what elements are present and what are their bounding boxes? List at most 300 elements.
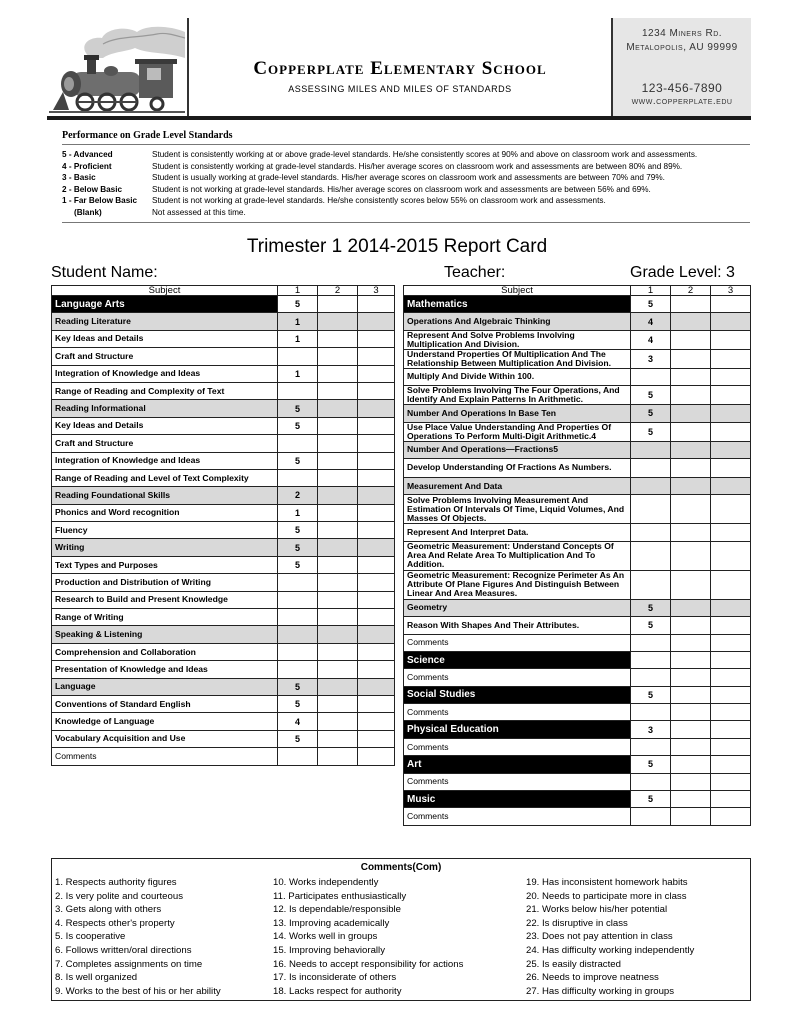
grade-level-label: Grade Level: 3 bbox=[630, 264, 735, 281]
trimester-3-grade-cell[interactable] bbox=[358, 591, 395, 608]
subject-cell: Solve Problems Involving Measurement And Estimation Of Intervals Of Time, Liquid Volumes, And Masses Of Objects. bbox=[404, 495, 631, 524]
comment-option: 18. Lacks respect for authority bbox=[273, 985, 402, 997]
table-row bbox=[404, 441, 751, 458]
performance-level-name: 4 - Proficient bbox=[62, 161, 112, 171]
subject-cell: Science bbox=[404, 651, 631, 668]
trimester-2-header: 2 bbox=[318, 286, 358, 296]
comment-option: 17. Is inconsiderate of others bbox=[273, 972, 397, 984]
comment-option: 1. Respects authority figures bbox=[55, 877, 177, 888]
subject-cell: Reading Informational bbox=[52, 400, 278, 417]
trimester-2-grade-cell[interactable] bbox=[671, 721, 711, 738]
subject-cell: Language bbox=[52, 678, 278, 695]
trimester-2-grade-cell[interactable] bbox=[671, 477, 711, 494]
subject-cell: Develop Understanding Of Fractions As Numbers. bbox=[404, 458, 631, 477]
trimester-3-grade-cell[interactable] bbox=[711, 313, 751, 330]
performance-level-description: Student is not working at grade-level standards. His/her average scores on classroom work and assessments are between 56% and 69%. bbox=[152, 184, 651, 194]
trimester-3-grade-cell[interactable] bbox=[711, 477, 751, 494]
comments-cell[interactable]: Comments bbox=[404, 669, 631, 686]
trimester-2-grade-cell[interactable] bbox=[671, 617, 711, 634]
table-row bbox=[52, 348, 395, 365]
subject-cell: Integration of Knowledge and Ideas bbox=[52, 452, 278, 469]
trimester-2-grade-cell[interactable] bbox=[318, 504, 358, 521]
comment-option: 2. Is very polite and courteous bbox=[55, 890, 183, 902]
trimester-2-grade-cell[interactable] bbox=[671, 634, 711, 651]
trimester-1-grade-cell[interactable] bbox=[631, 458, 671, 477]
subject-cell: Language Arts bbox=[52, 296, 278, 313]
subject-cell: Range of Writing bbox=[52, 609, 278, 626]
trimester-1-grade-cell[interactable] bbox=[631, 495, 671, 524]
trimester-2-grade-cell[interactable] bbox=[671, 756, 711, 773]
trimester-3-grade-cell[interactable] bbox=[358, 539, 395, 556]
trimester-2-grade-cell[interactable] bbox=[671, 541, 711, 570]
trimester-1-grade-cell[interactable] bbox=[631, 738, 671, 755]
trimester-1-grade-cell[interactable]: 1 bbox=[278, 504, 318, 521]
trimester-2-grade-cell[interactable] bbox=[318, 382, 358, 399]
trimester-2-grade-cell[interactable] bbox=[318, 609, 358, 626]
comment-option: 22. Is disruptive in class bbox=[526, 917, 628, 929]
trimester-1-grade-cell[interactable]: 5 bbox=[631, 422, 671, 441]
trimester-2-grade-cell[interactable] bbox=[318, 574, 358, 591]
trimester-1-grade-cell[interactable]: 4 bbox=[278, 713, 318, 730]
trimester-1-grade-cell[interactable] bbox=[278, 348, 318, 365]
table-row bbox=[404, 791, 751, 808]
subject-cell: Geometric Measurement: Recognize Perimeter As An Attribute Of Plane Figures And Distinguish Between Linear And Area Measures. bbox=[404, 570, 631, 599]
school-tagline: ASSESSING MILES AND MILES OF STANDARDS bbox=[288, 84, 512, 94]
trimester-3-grade-cell[interactable] bbox=[358, 504, 395, 521]
trimester-1-grade-cell[interactable] bbox=[278, 574, 318, 591]
trimester-3-grade-cell[interactable] bbox=[711, 458, 751, 477]
trimester-2-grade-cell[interactable] bbox=[671, 570, 711, 599]
comment-option: 19. Has inconsistent homework habits bbox=[526, 877, 688, 888]
table-row bbox=[404, 458, 751, 477]
table-row bbox=[52, 643, 395, 660]
trimester-2-grade-cell[interactable] bbox=[671, 441, 711, 458]
table-row bbox=[404, 808, 751, 825]
trimester-1-grade-cell[interactable]: 5 bbox=[278, 695, 318, 712]
table-row bbox=[52, 313, 395, 330]
trimester-1-grade-cell[interactable]: 1 bbox=[278, 365, 318, 382]
trimester-2-grade-cell[interactable] bbox=[671, 330, 711, 349]
trimester-3-grade-cell[interactable] bbox=[358, 452, 395, 469]
trimester-1-grade-cell[interactable]: 5 bbox=[631, 386, 671, 405]
subject-cell: Conventions of Standard English bbox=[52, 695, 278, 712]
trimester-3-grade-cell[interactable] bbox=[358, 522, 395, 539]
trimester-3-grade-cell[interactable] bbox=[711, 296, 751, 313]
trimester-3-grade-cell[interactable] bbox=[358, 330, 395, 347]
comment-option: 15. Improving behaviorally bbox=[273, 944, 385, 956]
table-row bbox=[52, 609, 395, 626]
table-row bbox=[404, 422, 751, 441]
trimester-3-grade-cell[interactable] bbox=[711, 330, 751, 349]
subject-cell: Range of Reading and Complexity of Text bbox=[52, 382, 278, 399]
trimester-3-grade-cell[interactable] bbox=[358, 713, 395, 730]
subject-cell: Key Ideas and Details bbox=[52, 330, 278, 347]
school-header bbox=[47, 18, 751, 120]
comment-option: 25. Is easily distracted bbox=[526, 958, 621, 970]
trimester-3-grade-cell[interactable] bbox=[358, 348, 395, 365]
trimester-3-grade-cell[interactable] bbox=[711, 541, 751, 570]
trimester-1-grade-cell[interactable]: 3 bbox=[631, 349, 671, 368]
trimester-3-grade-cell[interactable] bbox=[711, 570, 751, 599]
address-line2: Metalopolis, AU 99999 bbox=[626, 42, 738, 53]
trimester-1-grade-cell[interactable] bbox=[278, 609, 318, 626]
table-row bbox=[404, 773, 751, 790]
table-row bbox=[52, 382, 395, 399]
trimester-1-grade-cell[interactable] bbox=[631, 368, 671, 385]
table-row bbox=[52, 730, 395, 747]
trimester-2-grade-cell[interactable] bbox=[318, 365, 358, 382]
comment-option: 23. Does not pay attention in class bbox=[526, 931, 673, 943]
trimester-3-grade-cell[interactable] bbox=[711, 721, 751, 738]
trimester-2-grade-cell[interactable] bbox=[318, 417, 358, 434]
subject-cell: Vocabulary Acquisition and Use bbox=[52, 730, 278, 747]
performance-level-description: Student is not working at grade-level standards. He/she consistently scores below 55% on classroom work and assessments. bbox=[152, 196, 606, 206]
trimester-1-grade-cell[interactable] bbox=[631, 704, 671, 721]
trimester-3-grade-cell[interactable] bbox=[358, 661, 395, 678]
table-row bbox=[52, 713, 395, 730]
trimester-2-grade-cell[interactable] bbox=[671, 686, 711, 703]
trimester-1-grade-cell[interactable]: 5 bbox=[631, 686, 671, 703]
table-row bbox=[52, 487, 395, 504]
trimester-1-grade-cell[interactable]: 5 bbox=[631, 296, 671, 313]
comment-option: 13. Improving academically bbox=[273, 917, 390, 929]
trimester-3-grade-cell[interactable] bbox=[358, 417, 395, 434]
trimester-3-grade-cell[interactable] bbox=[358, 487, 395, 504]
comments-cell[interactable]: Comments bbox=[404, 634, 631, 651]
trimester-3-grade-cell[interactable] bbox=[711, 349, 751, 368]
trimester-3-grade-cell[interactable] bbox=[358, 609, 395, 626]
trimester-2-grade-cell[interactable] bbox=[671, 313, 711, 330]
subject-cell: Writing bbox=[52, 539, 278, 556]
trimester-1-grade-cell[interactable]: 5 bbox=[278, 452, 318, 469]
comment-option: 16. Needs to accept responsibility for actions bbox=[273, 958, 464, 970]
trimester-3-grade-cell[interactable] bbox=[358, 435, 395, 452]
subject-cell: Comprehension and Collaboration bbox=[52, 643, 278, 660]
table-row bbox=[404, 570, 751, 599]
trimester-3-grade-cell[interactable] bbox=[711, 791, 751, 808]
comments-column-1 bbox=[55, 876, 221, 998]
trimester-2-grade-cell[interactable] bbox=[671, 599, 711, 616]
trimester-2-grade-cell[interactable] bbox=[318, 748, 358, 765]
trimester-2-grade-cell[interactable] bbox=[671, 405, 711, 422]
performance-level-description: Student is usually working at grade-level standards. His/her average scores on classroom work and assessments are between 70% and 79%. bbox=[152, 173, 665, 183]
trimester-2-grade-cell[interactable] bbox=[671, 651, 711, 668]
performance-level-row bbox=[62, 207, 750, 219]
table-row bbox=[404, 330, 751, 349]
trimester-3-grade-cell[interactable] bbox=[711, 386, 751, 405]
table-row bbox=[52, 504, 395, 521]
trimester-1-grade-cell[interactable] bbox=[278, 435, 318, 452]
trimester-3-grade-cell[interactable] bbox=[358, 730, 395, 747]
comments-cell[interactable]: Comments bbox=[404, 773, 631, 790]
website: www.copperplate.edu bbox=[631, 96, 733, 107]
trimester-1-grade-cell[interactable] bbox=[278, 661, 318, 678]
trimester-1-header: 1 bbox=[278, 286, 318, 296]
trimester-2-grade-cell[interactable] bbox=[318, 313, 358, 330]
trimester-1-grade-cell[interactable]: 3 bbox=[631, 721, 671, 738]
trimester-1-grade-cell[interactable]: 5 bbox=[631, 599, 671, 616]
table-row bbox=[52, 591, 395, 608]
subject-cell: Integration of Knowledge and Ideas bbox=[52, 365, 278, 382]
trimester-2-grade-cell[interactable] bbox=[671, 738, 711, 755]
subject-cell: Represent And Solve Problems Involving Multiplication And Division. bbox=[404, 330, 631, 349]
subject-cell: Reading Literature bbox=[52, 313, 278, 330]
trimester-3-grade-cell[interactable] bbox=[358, 695, 395, 712]
trimester-2-grade-cell[interactable] bbox=[318, 522, 358, 539]
school-name: Copperplate Elementary School bbox=[253, 58, 547, 79]
trimester-2-grade-cell[interactable] bbox=[318, 487, 358, 504]
comment-option: 7. Completes assignments on time bbox=[55, 958, 203, 970]
trimester-3-grade-cell[interactable] bbox=[711, 422, 751, 441]
performance-level-row bbox=[62, 149, 750, 161]
trimester-2-grade-cell[interactable] bbox=[671, 704, 711, 721]
table-row bbox=[404, 599, 751, 616]
trimester-3-grade-cell[interactable] bbox=[358, 556, 395, 573]
subject-cell: Mathematics bbox=[404, 296, 631, 313]
trimester-3-grade-cell[interactable] bbox=[711, 495, 751, 524]
subject-cell: Number And Operations—Fractions5 bbox=[404, 441, 631, 458]
trimester-1-grade-cell[interactable] bbox=[631, 524, 671, 541]
trimester-2-grade-cell[interactable] bbox=[671, 791, 711, 808]
trimester-2-grade-cell[interactable] bbox=[318, 643, 358, 660]
trimester-1-grade-cell[interactable] bbox=[631, 773, 671, 790]
comment-option: 14. Works well in groups bbox=[273, 931, 378, 943]
trimester-3-grade-cell[interactable] bbox=[358, 574, 395, 591]
trimester-3-grade-cell[interactable] bbox=[711, 808, 751, 825]
comment-option: 12. Is dependable/responsible bbox=[273, 904, 402, 916]
trimester-1-grade-cell[interactable] bbox=[631, 651, 671, 668]
trimester-3-grade-cell[interactable] bbox=[358, 643, 395, 660]
trimester-2-grade-cell[interactable] bbox=[671, 669, 711, 686]
performance-level-description: Student is consistently working at grade-level standards. His/her average scores on classroom work and assessments are between 80% and 89%. bbox=[152, 161, 683, 171]
trimester-2-grade-cell[interactable] bbox=[671, 349, 711, 368]
comment-option: 21. Works below his/her potential bbox=[526, 904, 668, 916]
performance-key-title: Performance on Grade Level Standards bbox=[62, 130, 750, 145]
table-row bbox=[404, 349, 751, 368]
trimester-1-grade-cell[interactable] bbox=[278, 626, 318, 643]
trimester-2-grade-cell[interactable] bbox=[318, 556, 358, 573]
performance-level-name: 2 - Below Basic bbox=[62, 184, 123, 194]
table-row bbox=[404, 477, 751, 494]
trimester-1-header: 1 bbox=[631, 286, 671, 296]
comment-option: 11. Participates enthusiastically bbox=[273, 890, 407, 902]
trimester-1-grade-cell[interactable] bbox=[631, 808, 671, 825]
performance-level-description: Not assessed at this time. bbox=[152, 207, 246, 217]
trimester-3-grade-cell[interactable] bbox=[711, 617, 751, 634]
trimester-3-grade-cell[interactable] bbox=[358, 296, 395, 313]
comment-option: 3. Gets along with others bbox=[55, 904, 162, 916]
trimester-1-grade-cell[interactable]: 4 bbox=[631, 330, 671, 349]
table-row bbox=[52, 678, 395, 695]
trimester-1-grade-cell[interactable] bbox=[631, 477, 671, 494]
trimester-1-grade-cell[interactable]: 1 bbox=[278, 313, 318, 330]
subject-cell: Social Studies bbox=[404, 686, 631, 703]
trimester-1-grade-cell[interactable]: 5 bbox=[278, 678, 318, 695]
comment-option: 27. Has difficulty working in groups bbox=[526, 985, 675, 997]
comment-option: 8. Is well organized bbox=[55, 972, 138, 984]
table-row bbox=[52, 574, 395, 591]
subject-cell: Key Ideas and Details bbox=[52, 417, 278, 434]
trimester-1-grade-cell[interactable] bbox=[631, 570, 671, 599]
comment-option: 5. Is cooperative bbox=[55, 931, 126, 943]
trimester-2-grade-cell[interactable] bbox=[318, 330, 358, 347]
trimester-1-grade-cell[interactable] bbox=[278, 643, 318, 660]
trimester-2-grade-cell[interactable] bbox=[671, 495, 711, 524]
performance-levels bbox=[62, 149, 750, 223]
trimester-2-grade-cell[interactable] bbox=[318, 469, 358, 486]
trimester-3-grade-cell[interactable] bbox=[711, 669, 751, 686]
comments-column-3 bbox=[526, 876, 694, 998]
trimester-1-grade-cell[interactable]: 5 bbox=[278, 539, 318, 556]
trimester-2-grade-cell[interactable] bbox=[671, 368, 711, 385]
trimester-1-grade-cell[interactable]: 5 bbox=[631, 405, 671, 422]
trimester-2-grade-cell[interactable] bbox=[318, 661, 358, 678]
comment-option: 9. Works to the best of his or her ability bbox=[55, 985, 221, 997]
trimester-2-grade-cell[interactable] bbox=[671, 296, 711, 313]
trimester-1-grade-cell[interactable]: 5 bbox=[631, 756, 671, 773]
table-row bbox=[404, 686, 751, 703]
trimester-3-header: 3 bbox=[358, 286, 395, 296]
trimester-3-grade-cell[interactable] bbox=[711, 634, 751, 651]
subject-cell: Phonics and Word recognition bbox=[52, 504, 278, 521]
subject-cell: Presentation of Knowledge and Ideas bbox=[52, 661, 278, 678]
subject-cell: Use Place Value Understanding And Properties Of Operations To Perform Multi-Digit Arithmetic.4 bbox=[404, 422, 631, 441]
trimester-3-grade-cell[interactable] bbox=[358, 313, 395, 330]
trimester-2-grade-cell[interactable] bbox=[671, 458, 711, 477]
trimester-2-grade-cell[interactable] bbox=[671, 386, 711, 405]
trimester-2-grade-cell[interactable] bbox=[318, 400, 358, 417]
trimester-1-grade-cell[interactable]: 4 bbox=[631, 313, 671, 330]
table-row bbox=[404, 704, 751, 721]
trimester-1-grade-cell[interactable]: 5 bbox=[631, 617, 671, 634]
trimester-2-grade-cell[interactable] bbox=[318, 730, 358, 747]
school-logo bbox=[47, 18, 189, 116]
table-row bbox=[52, 330, 395, 347]
trimester-2-grade-cell[interactable] bbox=[671, 422, 711, 441]
trimester-3-grade-cell[interactable] bbox=[358, 382, 395, 399]
trimester-3-grade-cell[interactable] bbox=[711, 441, 751, 458]
subject-cell: Geometric Measurement: Understand Concepts Of Area And Relate Area To Multiplication And To Addition. bbox=[404, 541, 631, 570]
trimester-1-grade-cell[interactable]: 5 bbox=[631, 791, 671, 808]
performance-level-row bbox=[62, 161, 750, 173]
trimester-3-grade-cell[interactable] bbox=[711, 599, 751, 616]
trimester-2-grade-cell[interactable] bbox=[318, 348, 358, 365]
performance-level-description: Student is consistently working at or above grade-level standards. He/she consistently scores at 90% and above on classroom work and assessments. bbox=[152, 150, 698, 159]
subject-cell: Geometry bbox=[404, 599, 631, 616]
performance-level-name: 5 - Advanced bbox=[62, 150, 113, 159]
trimester-3-grade-cell[interactable] bbox=[358, 678, 395, 695]
trimester-1-grade-cell[interactable] bbox=[631, 669, 671, 686]
trimester-3-grade-cell[interactable] bbox=[358, 469, 395, 486]
trimester-1-grade-cell[interactable] bbox=[631, 634, 671, 651]
performance-level-name: 3 - Basic bbox=[62, 173, 96, 183]
trimester-3-grade-cell[interactable] bbox=[358, 365, 395, 382]
table-row bbox=[404, 651, 751, 668]
table-row bbox=[404, 669, 751, 686]
comments-cell[interactable]: Comments bbox=[404, 808, 631, 825]
trimester-1-grade-cell[interactable]: 5 bbox=[278, 296, 318, 313]
table-row bbox=[52, 661, 395, 678]
trimester-2-grade-cell[interactable] bbox=[318, 452, 358, 469]
trimester-3-grade-cell[interactable] bbox=[711, 756, 751, 773]
trimester-3-header: 3 bbox=[711, 286, 751, 296]
trimester-3-grade-cell[interactable] bbox=[711, 704, 751, 721]
trimester-3-grade-cell[interactable] bbox=[358, 400, 395, 417]
trimester-3-grade-cell[interactable] bbox=[711, 738, 751, 755]
trimester-1-grade-cell[interactable]: 5 bbox=[278, 730, 318, 747]
trimester-3-grade-cell[interactable] bbox=[711, 686, 751, 703]
trimester-3-grade-cell[interactable] bbox=[358, 626, 395, 643]
trimester-3-grade-cell[interactable] bbox=[711, 405, 751, 422]
trimester-1-grade-cell[interactable]: 5 bbox=[278, 400, 318, 417]
trimester-2-grade-cell[interactable] bbox=[318, 539, 358, 556]
trimester-1-grade-cell[interactable] bbox=[278, 469, 318, 486]
trimester-1-grade-cell[interactable] bbox=[631, 441, 671, 458]
comments-cell[interactable]: Comments bbox=[404, 738, 631, 755]
trimester-2-grade-cell[interactable] bbox=[318, 713, 358, 730]
trimester-3-grade-cell[interactable] bbox=[711, 368, 751, 385]
trimester-2-grade-cell[interactable] bbox=[318, 695, 358, 712]
teacher-label: Teacher: bbox=[444, 264, 506, 281]
trimester-1-grade-cell[interactable] bbox=[278, 748, 318, 765]
performance-level-row bbox=[62, 184, 750, 196]
subject-cell: Speaking & Listening bbox=[52, 626, 278, 643]
comments-title: Comments(Com) bbox=[360, 862, 442, 873]
performance-level-name: (Blank) bbox=[74, 207, 102, 217]
subject-cell: Multiply And Divide Within 100. bbox=[404, 368, 631, 385]
trimester-2-grade-cell[interactable] bbox=[318, 435, 358, 452]
trimester-1-grade-cell[interactable]: 1 bbox=[278, 330, 318, 347]
subject-header: Subject bbox=[52, 286, 278, 296]
table-row bbox=[52, 626, 395, 643]
trimester-1-grade-cell[interactable] bbox=[278, 382, 318, 399]
subject-cell: Represent And Interpret Data. bbox=[404, 524, 631, 541]
trimester-3-grade-cell[interactable] bbox=[358, 748, 395, 765]
comment-option: 6. Follows written/oral directions bbox=[55, 944, 192, 956]
address-line1: 1234 Miners Rd. bbox=[641, 28, 723, 39]
student-name-label: Student Name: bbox=[51, 264, 158, 281]
comments-cell[interactable]: Comments bbox=[52, 748, 278, 765]
trimester-2-grade-cell[interactable] bbox=[671, 773, 711, 790]
subject-cell: Art bbox=[404, 756, 631, 773]
trimester-3-grade-cell[interactable] bbox=[711, 773, 751, 790]
trimester-1-grade-cell[interactable] bbox=[631, 541, 671, 570]
table-row bbox=[404, 386, 751, 405]
table-row bbox=[52, 296, 395, 313]
trimester-3-grade-cell[interactable] bbox=[711, 524, 751, 541]
trimester-1-grade-cell[interactable]: 2 bbox=[278, 487, 318, 504]
trimester-1-grade-cell[interactable]: 5 bbox=[278, 522, 318, 539]
trimester-2-grade-cell[interactable] bbox=[318, 591, 358, 608]
trimester-1-grade-cell[interactable]: 5 bbox=[278, 556, 318, 573]
trimester-2-grade-cell[interactable] bbox=[318, 678, 358, 695]
trimester-2-grade-cell[interactable] bbox=[671, 524, 711, 541]
trimester-2-grade-cell[interactable] bbox=[318, 296, 358, 313]
comments-cell[interactable]: Comments bbox=[404, 704, 631, 721]
trimester-1-grade-cell[interactable] bbox=[278, 591, 318, 608]
trimester-2-grade-cell[interactable] bbox=[318, 626, 358, 643]
trimester-2-header: 2 bbox=[671, 286, 711, 296]
trimester-1-grade-cell[interactable]: 5 bbox=[278, 417, 318, 434]
performance-level-name: 1 - Far Below Basic bbox=[62, 196, 138, 206]
school-title-block bbox=[189, 18, 611, 116]
table-row bbox=[404, 524, 751, 541]
table-row bbox=[404, 405, 751, 422]
comments-legend bbox=[51, 858, 751, 1001]
trimester-2-grade-cell[interactable] bbox=[671, 808, 711, 825]
trimester-3-grade-cell[interactable] bbox=[711, 651, 751, 668]
subject-cell: Operations And Algebraic Thinking bbox=[404, 313, 631, 330]
